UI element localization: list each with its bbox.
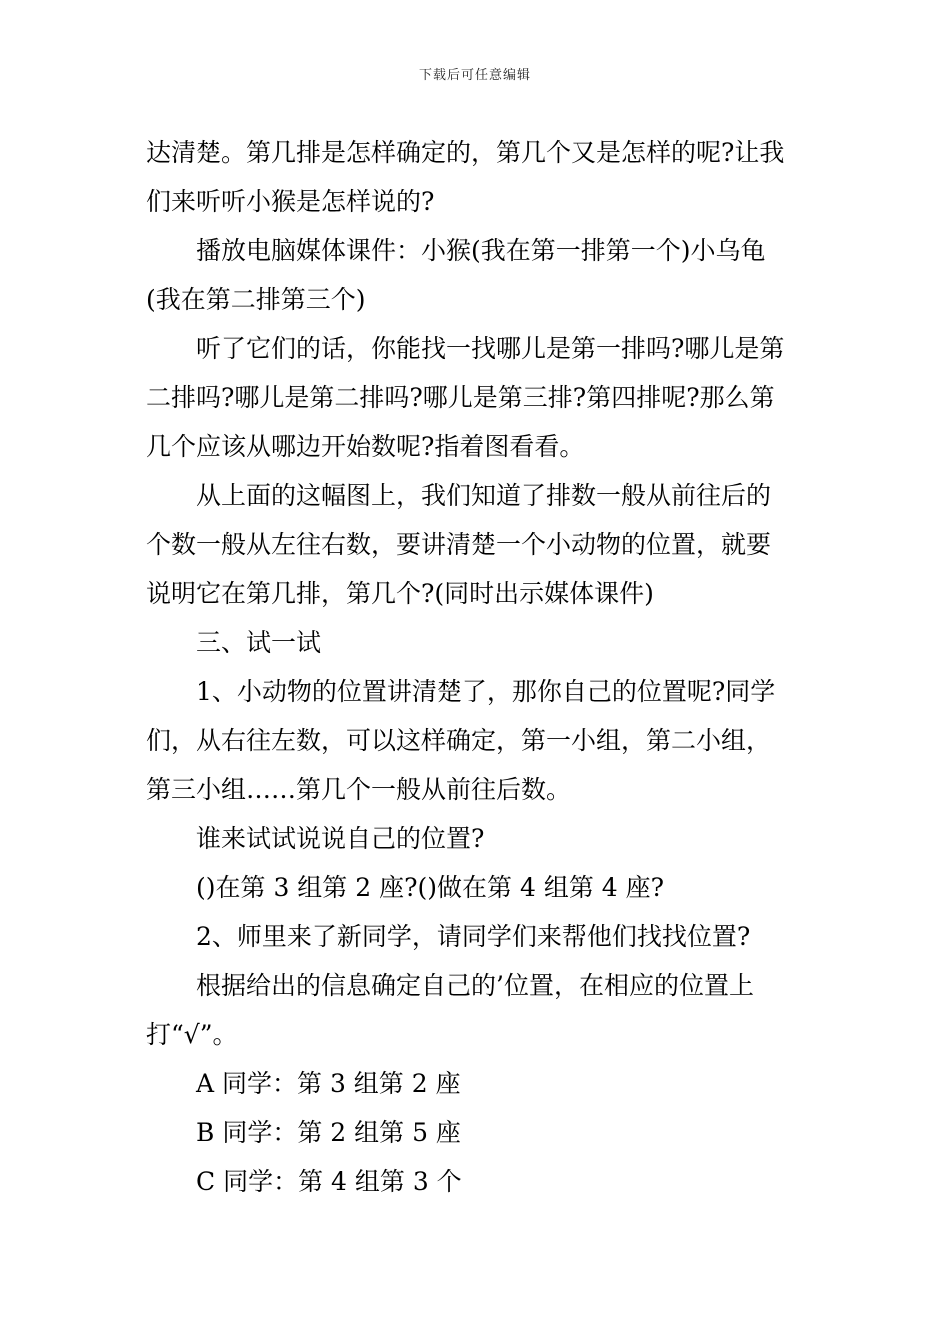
paragraph-line: 听了它们的话，你能找一找哪儿是第一排吗?哪儿是第 xyxy=(196,334,785,363)
paragraph-line: 说明它在第几排，第几个?(同时出示媒体课件) xyxy=(146,579,654,608)
paragraph-line: ()在第 3 组第 2 座?()做在第 4 组第 4 座? xyxy=(196,873,665,902)
document-body xyxy=(146,128,816,1206)
paragraph-line: 们来听听小猴是怎样说的? xyxy=(146,187,435,216)
paragraph-line: 二排吗?哪儿是第二排吗?哪儿是第三排?第四排呢?那么第 xyxy=(146,383,775,412)
paragraph-line: 几个应该从哪边开始数呢?指着图看看。 xyxy=(146,432,585,461)
paragraph-line: 达清楚。第几排是怎样确定的，第几个又是怎样的呢?让我 xyxy=(146,138,785,167)
paragraph-line: 根据给出的信息确定自己的’位置，在相应的位置上 xyxy=(196,971,754,1000)
paragraph-line: 个数一般从左往右数，要讲清楚一个小动物的位置，就要 xyxy=(146,530,772,559)
paragraph-line: 打“√”。 xyxy=(146,1020,238,1049)
paragraph-line: 谁来试试说说自己的位置? xyxy=(196,824,485,853)
list-item: A 同学：第 3 组第 2 座 xyxy=(196,1069,461,1098)
page-header: 下载后可任意编辑 xyxy=(418,68,531,83)
paragraph-line: 从上面的这幅图上，我们知道了排数一般从前往后的 xyxy=(196,481,772,510)
paragraph-line: 1、小动物的位置讲清楚了，那你自己的位置呢?同学 xyxy=(196,677,776,706)
paragraph-line: 播放电脑媒体课件：小猴(我在第一排第一个)小乌龟 xyxy=(196,236,766,265)
list-item: B 同学：第 2 组第 5 座 xyxy=(196,1118,461,1147)
paragraph-line: 2、师里来了新同学，请同学们来帮他们找找位置? xyxy=(196,922,751,951)
paragraph-line: 们，从右往左数，可以这样确定，第一小组，第二小组， xyxy=(146,726,772,755)
list-item: C 同学：第 4 组第 3 个 xyxy=(196,1167,462,1196)
paragraph-line: 第三小组……第几个一般从前往后数。 xyxy=(146,775,572,804)
section-heading: 三、试一试 xyxy=(196,628,322,657)
paragraph-line: (我在第二排第三个) xyxy=(146,285,366,314)
